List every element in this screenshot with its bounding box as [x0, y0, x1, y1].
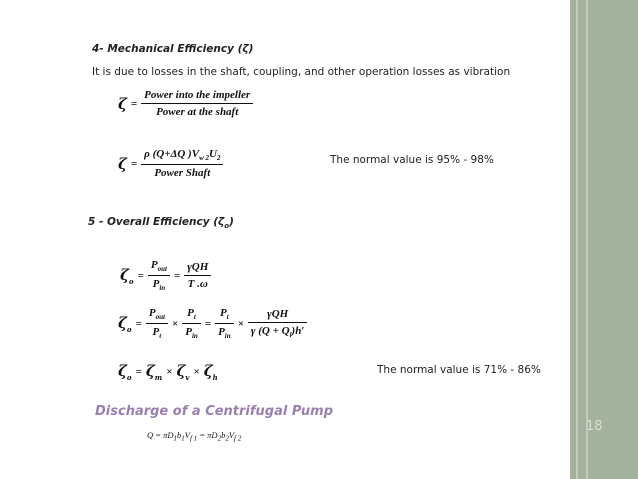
numerator: ρ (Q+ΔQ )$V_{w 2}U_2$ [141, 148, 223, 165]
page-number: 18 [586, 419, 603, 434]
equals-sign: = [130, 157, 138, 170]
section4-title: 4- Mechanical Efficiency (ζ) [92, 43, 254, 55]
denominator: Power Shaft [154, 167, 211, 180]
overall-efficiency-formula: $\zeta_o$ = $\frac{P_{out}}{P_{in}}$ = $\frac{\text{γQH}}{T .\omega}$ [120, 259, 211, 292]
equals-sign: = [130, 97, 138, 110]
numerator: Power into the impeller [141, 89, 253, 104]
fraction-torque: $\frac{\text{γQH}}{T .\omega}$ [184, 261, 211, 290]
mechanical-efficiency-formula [118, 89, 253, 118]
denominator: Power at the shaft [156, 106, 239, 118]
zeta-symbol: ζ [118, 154, 127, 173]
discharge-heading: Discharge of a Centrifugal Pump [95, 404, 334, 419]
overall-efficiency-product: $\zeta_o$ = $\zeta_m$ × $\zeta_v$ × $\zeta_h$ [118, 362, 218, 382]
fraction-power: $\frac{P_{out}}{P_{in}}$ [148, 259, 170, 292]
fraction [141, 148, 223, 179]
discharge-formula: $Q = \pi D_1b_1V_{f 1} = \pi D_2b_2V_{f 2}$ [147, 430, 242, 443]
section5-title: 5 - Overall Efficiency $(\zeta_o)$ [88, 216, 234, 231]
overall-efficiency-expanded: $\zeta_o$ = $\frac{P_{out}}{P_t}$ × $\frac{P_t}{P_{in}}$ = $\frac{P_t}{P_{in}}$ × $\frac{\text{γQH}}{\gamma (Q + Q_l)h'}$ [118, 307, 307, 340]
overall-normal-value: The normal value is 71% - 86% [377, 364, 541, 376]
section4-intro: It is due to losses in the shaft, coupling, and other operation losses as vibration [92, 66, 511, 78]
zeta-o: $\zeta_o$ [120, 265, 134, 286]
fraction [141, 89, 253, 118]
zeta-symbol: ζ [118, 94, 127, 113]
decorative-sidebar [570, 0, 638, 479]
mechanical-efficiency-expanded [118, 148, 223, 179]
mechanical-normal-value: The normal value is 95% - 98% [330, 154, 494, 166]
zeta-o: $\zeta_o$ [118, 313, 132, 334]
